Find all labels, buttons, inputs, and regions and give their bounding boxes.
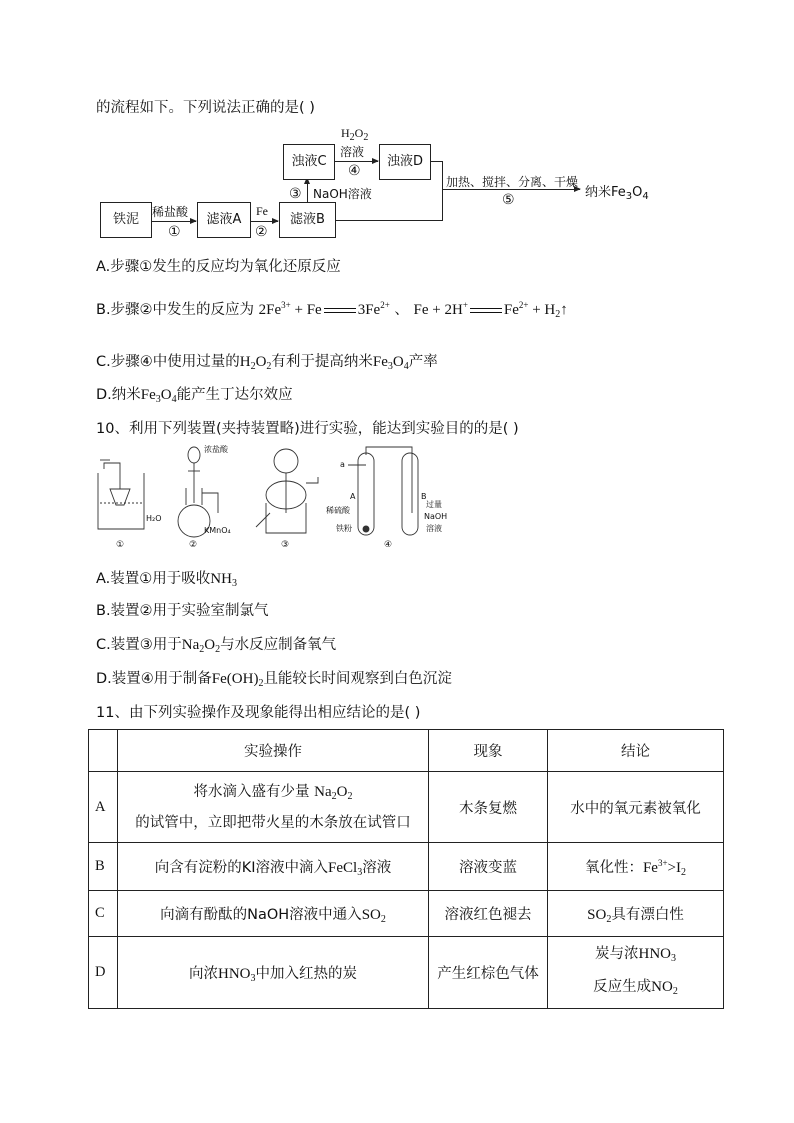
label-kmno4: KMnO₄ bbox=[204, 526, 231, 535]
apparatus-2 bbox=[178, 444, 231, 550]
box-zhuoye-d: 浊液D bbox=[379, 144, 431, 180]
header-conclusion: 结论 bbox=[548, 730, 724, 772]
row-label: C bbox=[89, 891, 118, 937]
table-row bbox=[89, 891, 724, 937]
q11-stem: 11、由下列实验操作及现象能得出相应结论的是( ) bbox=[96, 705, 421, 721]
connector-b bbox=[335, 220, 442, 221]
q10-option-d: D.装置④用于制备$Fe(OH)_2$且能较长时间观察到白色沉淀 bbox=[96, 671, 452, 689]
q9-option-b: B.步骤②中发生的反应为 $2Fe^{3+} + Fe$ $3Fe^{2+}$ 、 Fe + 2H+ $Fe^{2+}$ + $H_2↑$ bbox=[96, 300, 568, 320]
table-row bbox=[89, 937, 724, 1009]
label-A: A bbox=[350, 492, 356, 501]
row-conclusion: 炭与浓$HNO_3$ 反应生成$NO_2$ bbox=[548, 937, 724, 1009]
label-tiefen: 铁粉 bbox=[336, 524, 352, 533]
connector-d bbox=[430, 161, 442, 162]
label-product: 纳米$Fe_3O_4$ bbox=[585, 185, 649, 202]
label-naoh4: NaOH bbox=[424, 512, 448, 521]
row-conclusion: 氧化性：$Fe^{3+}>I_2$ bbox=[548, 843, 724, 891]
label-rongye: 溶液 bbox=[340, 145, 365, 159]
step4-label: ④ bbox=[348, 163, 361, 179]
label-guoliang: 过量 bbox=[426, 500, 442, 509]
box-lvye-a: 滤液A bbox=[197, 202, 251, 238]
table-row bbox=[89, 843, 724, 891]
label-B: B bbox=[421, 492, 427, 501]
q9-intro: 的流程如下。下列说法正确的是( ) bbox=[96, 100, 315, 116]
header-phenomenon: 现象 bbox=[429, 730, 548, 772]
row-conclusion: 水中的氧元素被氧化 bbox=[548, 772, 724, 843]
label-fe: Fe bbox=[256, 204, 268, 218]
box-tieni: 铁泥 bbox=[100, 202, 152, 238]
row-label: B bbox=[89, 843, 118, 891]
q9-option-a: A.步骤①发生的反应均为氧化还原反应 bbox=[96, 259, 341, 275]
label-h2o2: $H_2O_2$ bbox=[341, 126, 369, 143]
label-nongyansuan: 浓盐酸 bbox=[204, 445, 228, 454]
table-header-row bbox=[89, 730, 724, 772]
box-zhuoye-c: 浊液C bbox=[283, 144, 335, 180]
step1-label: ① bbox=[168, 224, 181, 240]
row-operation: 向浓$HNO_3$中加入红热的炭 bbox=[118, 937, 429, 1009]
label-2: ② bbox=[189, 540, 198, 550]
q9-option-c: C.步骤④中使用过量的$H_2O_2$有利于提高纳米$Fe_3O_4$产率 bbox=[96, 354, 438, 372]
arrow-1 bbox=[151, 221, 196, 222]
row-label: A bbox=[89, 772, 118, 843]
box-lvye-b: 滤液B bbox=[279, 202, 336, 238]
label-rongye4: 溶液 bbox=[426, 524, 442, 533]
label-h2o: H₂O bbox=[146, 514, 162, 523]
row-phenomenon: 产生红棕色气体 bbox=[429, 937, 548, 1009]
arrow-2 bbox=[250, 221, 278, 222]
row-phenomenon: 溶液变蓝 bbox=[429, 843, 548, 891]
label-3: ③ bbox=[281, 540, 290, 550]
label-jiare: 加热、搅拌、分离、干燥 bbox=[446, 175, 579, 189]
arrow-3 bbox=[307, 178, 308, 202]
row-phenomenon: 溶液红色褪去 bbox=[429, 891, 548, 937]
step5-label: ⑤ bbox=[502, 192, 515, 208]
row-operation: 将水滴入盛有少量 $Na_2O_2$ 的试管中，立即把带火星的木条放在试管口 bbox=[118, 772, 429, 843]
label-naoh: NaOH溶液 bbox=[313, 187, 372, 201]
apparatus-figure bbox=[96, 443, 466, 553]
q10-stem: 10、利用下列装置(夹持装置略)进行实验，能达到实验目的的是( ) bbox=[96, 421, 519, 437]
q10-option-a: A.装置①用于吸收$NH_3$ bbox=[96, 571, 237, 589]
label-xiliusuan: 稀硫酸 bbox=[326, 506, 350, 515]
table-row bbox=[89, 772, 724, 843]
label-1: ① bbox=[116, 540, 125, 550]
row-conclusion: $SO_2$具有漂白性 bbox=[548, 891, 724, 937]
q11-table bbox=[88, 729, 724, 1009]
q10-option-b: B.装置②用于实验室制氯气 bbox=[96, 603, 269, 619]
row-operation: 向滴有酚酞的NaOH溶液中通入$SO_2$ bbox=[118, 891, 429, 937]
apparatus-4 bbox=[326, 447, 447, 550]
apparatus-1 bbox=[98, 460, 162, 550]
row-label: D bbox=[89, 937, 118, 1009]
step3-label: ③ bbox=[289, 186, 302, 202]
header-blank bbox=[89, 730, 118, 772]
label-xiyansuan: 稀盐酸 bbox=[152, 205, 189, 219]
connector-vertical bbox=[442, 161, 443, 221]
apparatus-3 bbox=[256, 449, 318, 550]
q10-option-c: C.装置③用于$Na_2O_2$与水反应制备氧气 bbox=[96, 637, 337, 655]
label-4: ④ bbox=[384, 540, 393, 550]
label-a: a bbox=[340, 460, 345, 469]
arrow-4 bbox=[334, 161, 378, 162]
q9-option-d: D.纳米$Fe_3O_4$能产生丁达尔效应 bbox=[96, 387, 293, 405]
row-operation: 向含有淀粉的KI溶液中滴入FeCl$_3$溶液 bbox=[118, 843, 429, 891]
header-operation: 实验操作 bbox=[118, 730, 429, 772]
step2-label: ② bbox=[255, 224, 268, 240]
row-phenomenon: 木条复燃 bbox=[429, 772, 548, 843]
